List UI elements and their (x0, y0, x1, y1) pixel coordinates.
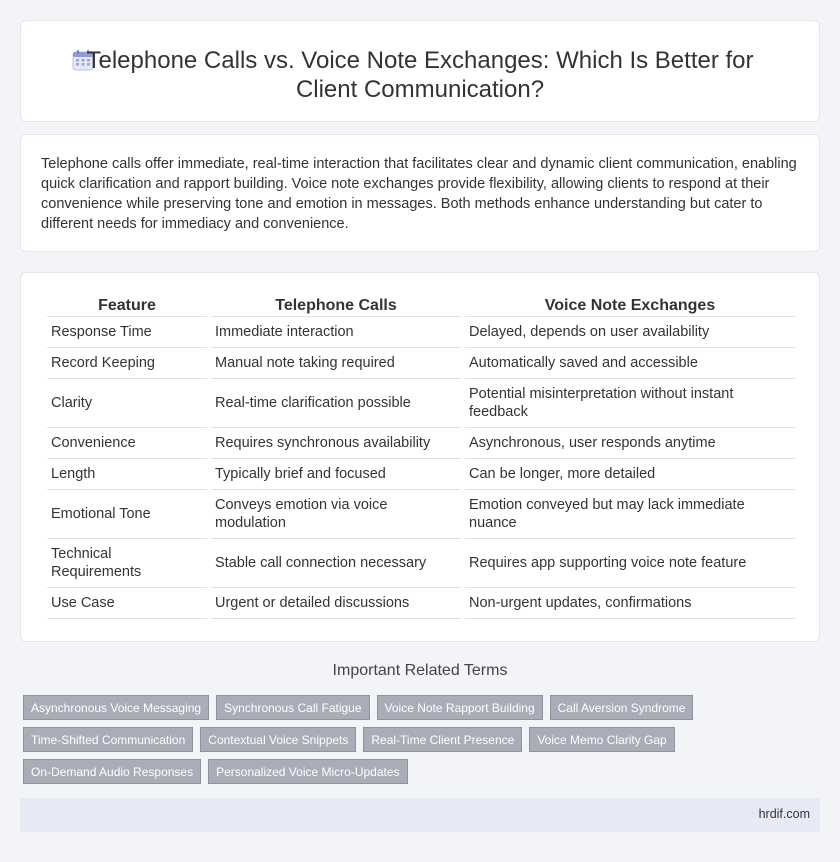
related-term-tag[interactable]: Voice Note Rapport Building (377, 695, 543, 720)
related-term-tag[interactable]: Voice Memo Clarity Gap (529, 727, 674, 752)
table-cell-telephone: Requires synchronous availability (211, 428, 461, 459)
table-cell-voice-note: Potential misinterpretation without instant feedback (465, 379, 795, 428)
table-cell-telephone: Stable call connection necessary (211, 539, 461, 588)
related-terms-heading: Important Related Terms (332, 662, 508, 679)
comparison-table-card (20, 272, 820, 642)
table-cell-feature: Clarity (47, 379, 207, 428)
table-cell-voice-note: Automatically saved and accessible (465, 348, 795, 379)
table-cell-telephone: Urgent or detailed discussions (211, 588, 461, 619)
table-cell-feature: Emotional Tone (47, 490, 207, 539)
column-header-telephone-calls: Telephone Calls (211, 295, 461, 317)
summary-text: Telephone calls offer immediate, real-time interaction that facilitates clear and dynamic client communication, enabling quick clarification and rapport building. Voice note exchanges provide flexibility, allowing clients to respond at their convenience while preserving tone and emotion in messages. Both methods enhance understanding but cater to different needs for immediacy and convenience. (41, 156, 797, 232)
table-cell-feature: Convenience (47, 428, 207, 459)
table-cell-feature: Technical Requirements (47, 539, 207, 588)
table-cell-voice-note: Non-urgent updates, confirmations (465, 588, 795, 619)
table-row (47, 539, 795, 588)
table-row (47, 379, 795, 428)
table-row (47, 317, 795, 348)
summary-card (20, 134, 820, 252)
table-cell-telephone: Conveys emotion via voice modulation (211, 490, 461, 539)
related-term-tag[interactable]: Contextual Voice Snippets (200, 727, 356, 752)
table-cell-feature: Response Time (47, 317, 207, 348)
related-term-tag[interactable]: Time-Shifted Communication (23, 727, 193, 752)
table-row (47, 588, 795, 619)
table-cell-voice-note: Asynchronous, user responds anytime (465, 428, 795, 459)
related-term-tag[interactable]: Asynchronous Voice Messaging (23, 695, 209, 720)
table-header-row (47, 295, 795, 317)
related-term-tag[interactable]: Call Aversion Syndrome (550, 695, 694, 720)
table-cell-voice-note: Emotion conveyed but may lack immediate nuance (465, 490, 795, 539)
table-row (47, 348, 795, 379)
table-cell-feature: Length (47, 459, 207, 490)
related-term-tag[interactable]: Synchronous Call Fatigue (216, 695, 369, 720)
table-cell-telephone: Typically brief and focused (211, 459, 461, 490)
related-terms-list (23, 695, 723, 784)
table-cell-voice-note: Can be longer, more detailed (465, 459, 795, 490)
table-cell-telephone: Real-time clarification possible (211, 379, 461, 428)
table-cell-telephone: Manual note taking required (211, 348, 461, 379)
table-cell-voice-note: Requires app supporting voice note feature (465, 539, 795, 588)
table-cell-voice-note: Delayed, depends on user availability (465, 317, 795, 348)
column-header-feature: Feature (47, 295, 207, 317)
table-row (47, 428, 795, 459)
table-cell-feature: Record Keeping (47, 348, 207, 379)
footer (20, 798, 820, 832)
table-cell-telephone: Immediate interaction (211, 317, 461, 348)
table-row (47, 459, 795, 490)
page-title: Telephone Calls vs. Voice Note Exchanges: Which Is Better for Client Communication? (86, 47, 754, 103)
related-term-tag[interactable]: On-Demand Audio Responses (23, 759, 201, 784)
comparison-table (43, 295, 799, 619)
related-term-tag[interactable]: Personalized Voice Micro-Updates (208, 759, 407, 784)
title-card (20, 20, 820, 122)
table-cell-feature: Use Case (47, 588, 207, 619)
table-row (47, 490, 795, 539)
footer-site-link[interactable]: hrdif.com (758, 807, 810, 821)
column-header-voice-note-exchanges: Voice Note Exchanges (465, 295, 795, 317)
related-term-tag[interactable]: Real-Time Client Presence (363, 727, 522, 752)
